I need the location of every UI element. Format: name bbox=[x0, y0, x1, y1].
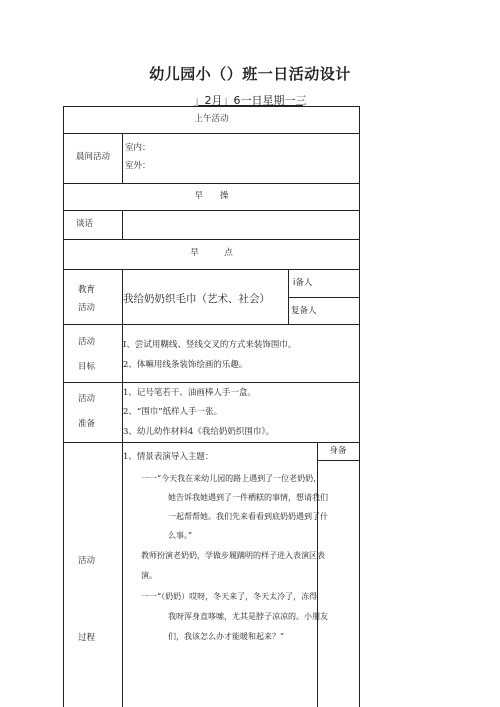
process-line: 她告诉我她遇到了一件栖糕的事情，想请我们 bbox=[168, 493, 328, 502]
process-line: 一一“（奶奶）哎呀，冬天来了，冬天太冷了，冻得 bbox=[141, 592, 318, 601]
activity-table bbox=[63, 106, 360, 707]
morning-activity-label: 晨间活动 bbox=[75, 152, 110, 162]
process-line: 1、情景表演导入主题： bbox=[123, 452, 214, 462]
row-divider bbox=[64, 183, 359, 184]
label-column-divider bbox=[122, 269, 123, 707]
prep-column-divider bbox=[288, 269, 289, 324]
row-divider bbox=[64, 210, 359, 211]
preparation-item: 1、记号笔若干、油画棒人手一盒。 bbox=[123, 388, 256, 398]
label-column-divider bbox=[122, 210, 123, 239]
preparation-label: 活动 bbox=[78, 394, 96, 404]
outdoor-label: 室外： bbox=[125, 161, 151, 171]
row-divider bbox=[64, 382, 359, 383]
process-label: 过程 bbox=[78, 633, 96, 643]
prep-person-label: i备人 bbox=[293, 278, 313, 288]
goal-item: I、尝试用糊线、竖线交叉的方式来装饰围巾。 bbox=[123, 340, 297, 350]
goal-item: 2、体嘛用线条装饰绘画的乐趣。 bbox=[123, 360, 248, 370]
row-divider bbox=[64, 442, 359, 443]
process-line: 们，我该怎么办才能暖和起来？” bbox=[168, 632, 285, 641]
page-title: 幼儿园小（）班一日活动设计 bbox=[149, 65, 351, 83]
education-label: 活动 bbox=[78, 303, 96, 313]
exercise-heading: 早 操 bbox=[194, 191, 229, 201]
row-divider bbox=[64, 133, 359, 134]
goals-label: 活动 bbox=[78, 337, 96, 347]
education-topic: 我给奶奶织毛巾（艺术、社会） bbox=[123, 293, 270, 305]
row-divider bbox=[64, 269, 359, 270]
row-divider bbox=[64, 106, 359, 107]
process-line: 么事。” bbox=[168, 531, 193, 540]
row-divider bbox=[64, 239, 359, 240]
process-line: 演。 bbox=[141, 571, 157, 580]
goals-label: 目标 bbox=[78, 362, 96, 372]
preparation-item: 3、幼儿幼作材料4《我给奶奶织围巾》。 bbox=[123, 427, 275, 437]
review-person-label: 复备人 bbox=[291, 306, 317, 316]
side-column-label: 身备 bbox=[329, 446, 347, 456]
morning-section-heading: 上午活动 bbox=[194, 114, 229, 124]
label-column-divider bbox=[122, 133, 123, 183]
snack-heading: 早 点 bbox=[190, 248, 233, 258]
process-label: 活动 bbox=[78, 556, 96, 566]
row-divider bbox=[64, 324, 359, 325]
indoor-label: 室内： bbox=[125, 143, 151, 153]
process-line: 一一“今天我在来幼儿园的路上遇到了一位老奶奶， bbox=[141, 474, 322, 483]
process-line: 教师扮演老奶奶，学做步履蹒明的样子进入表演区表 bbox=[141, 551, 325, 560]
prep-review-divider bbox=[288, 297, 359, 298]
talk-label: 谈话 bbox=[76, 219, 94, 229]
process-line: 一起帮帮她。我们先来看看到底奶奶遇到了什 bbox=[168, 512, 328, 521]
preparation-label: 准备 bbox=[78, 419, 96, 429]
side-label-divider bbox=[317, 460, 359, 461]
education-label: 教育 bbox=[78, 285, 96, 295]
date-line-text: 」2月」6一日星期一三 bbox=[193, 94, 307, 107]
process-line: 我呀浑身直哆嗦，尤其是脖子凉凉的。小朋友 bbox=[168, 612, 328, 621]
preparation-item: 2、“围巾”纸样人手一张。 bbox=[123, 407, 223, 417]
